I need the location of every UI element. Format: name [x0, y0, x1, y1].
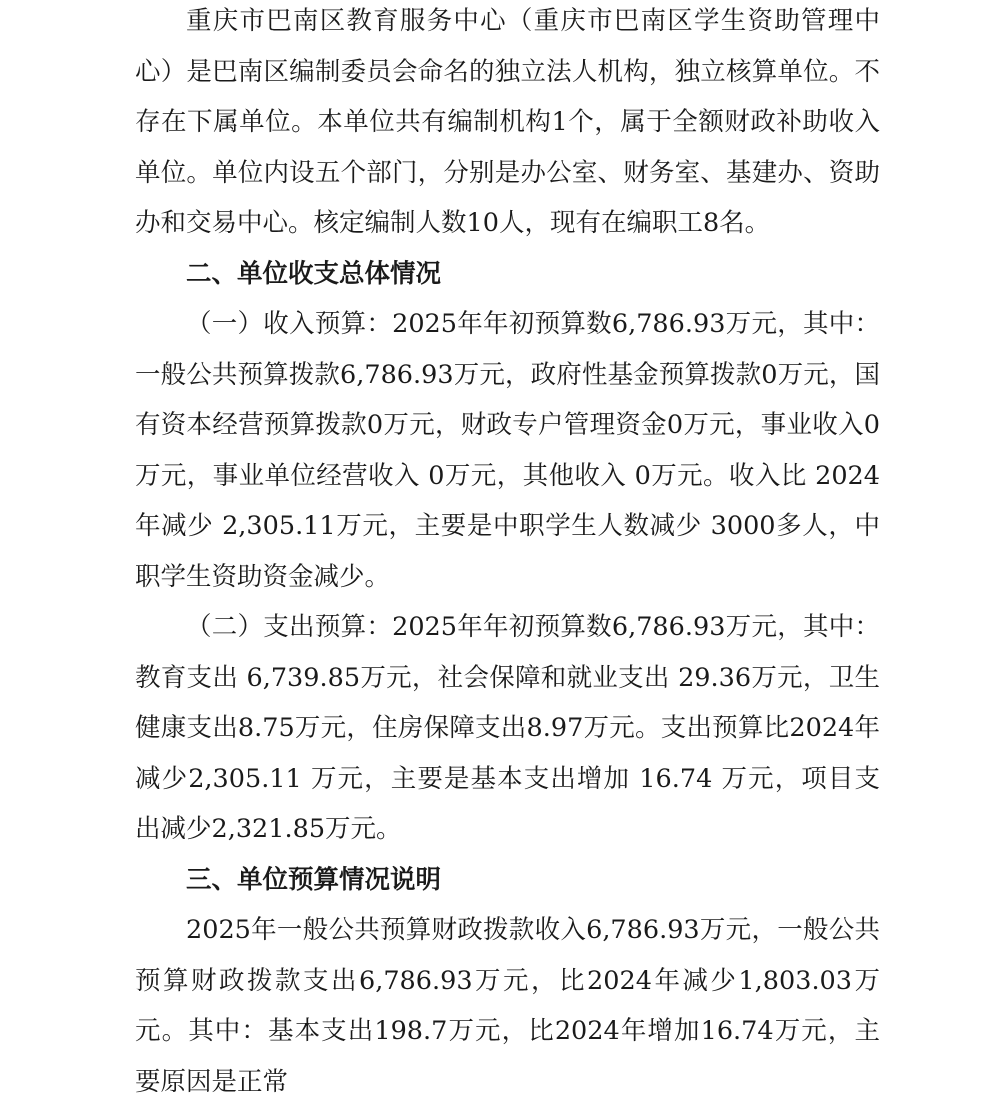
paragraph-intro: 重庆市巴南区教育服务中心（重庆市巴南区学生资助管理中心）是巴南区编制委员会命名的独立法人机构，独立核算单位。不存在下属单位。本单位共有编制机构1个，属于全额财政补助收入单位。单位内设五个部门，分别是办公室、财务室、基建办、资助办和交易中心。核定编制人数10人，现有在编职工8名。	[135, 6, 880, 238]
section-heading-budget-explanation: 三、单位预算情况说明	[186, 864, 442, 895]
paragraph-income-budget: （一）收入预算：2025年年初预算数6,786.93万元，其中：一般公共预算拨款6,786.93万元，政府性基金预算拨款0万元，国有资本经营预算拨款0万元，财政专户管理资金0万元，事业收入0万元，事业单位经营收入 0万元，其他收入 0万元。收入比 2024年减少 2,305.11万元，主要是中职学生人数减少 3000多人，中职学生资助资金减少。	[135, 309, 880, 592]
paragraph-general-budget: 2025年一般公共预算财政拨款收入6,786.93万元，一般公共预算财政拨款支出6,786.93万元，比2024年减少1,803.03万元。其中：基本支出198.7万元，比2024年增加16.74万元，主要原因是正常	[135, 915, 880, 1097]
section-heading-overall-budget: 二、单位收支总体情况	[186, 258, 442, 289]
document-page	[135, 0, 880, 1107]
paragraph-expense-budget: （二）支出预算：2025年年初预算数6,786.93万元，其中：教育支出 6,739.85万元，社会保障和就业支出 29.36万元，卫生健康支出8.75万元，住房保障支出8.97万元。支出预算比2024年减少2,305.11 万元，主要是基本支出增加 16.74 万元，项目支出减少2,321.85万元。	[135, 612, 880, 844]
